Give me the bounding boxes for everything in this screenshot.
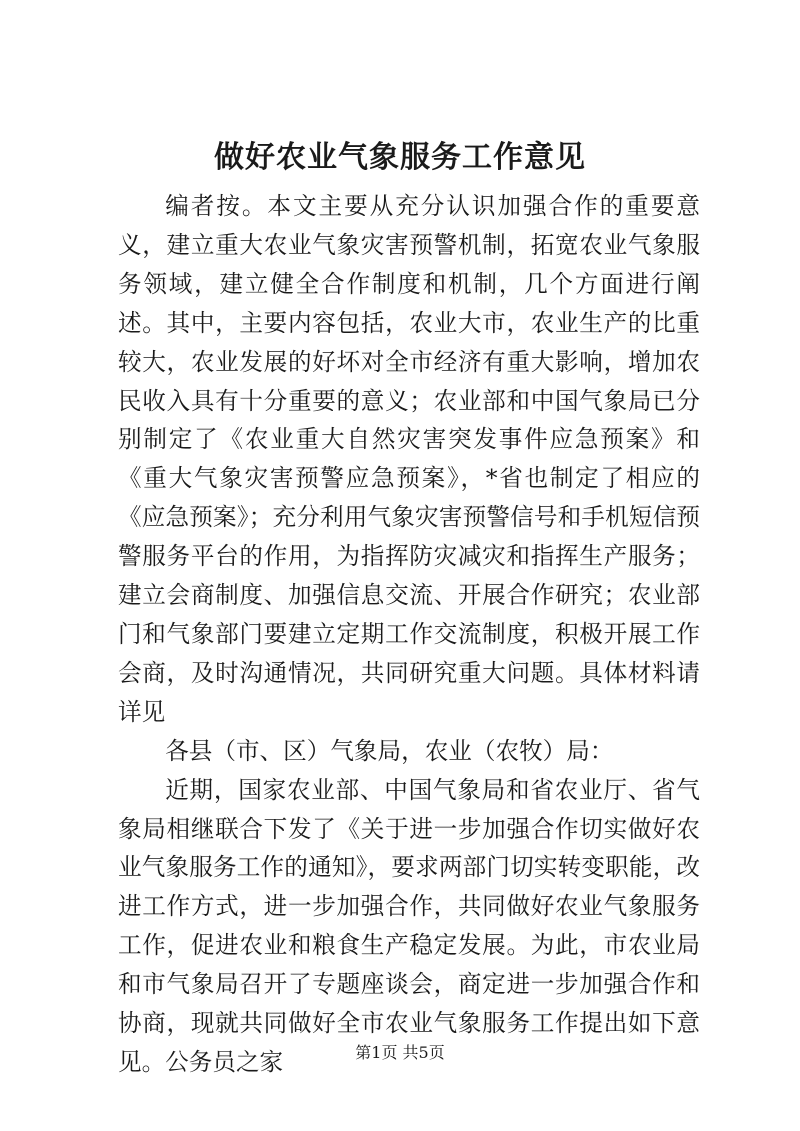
document-body <box>118 187 700 1082</box>
document-title: 做好农业气象服务工作意见 <box>214 140 586 175</box>
page-number-footer: 第1页 共5页 <box>355 1043 445 1062</box>
paragraph-editor-note: 编者按。本文主要从充分认识加强合作的重要意义，建立重大农业气象灾害预警机制，拓宽农业气象服务领域，建立健全合作制度和机制，几个方面进行阐述。其中，主要内容包括，农业大市，农业生产的比重较大，农业发展的好坏对全市经济有重大影响，增加农民收入具有十分重要的意义；农业部和中国气象局已分别制定了《农业重大自然灾害突发事件应急预案》和《重大气象灾害预警应急预案》，*省也制定了相应的《应急预案》；充分利用气象灾害预警信号和手机短信预警服务平台的作用，为指挥防灾减灾和指挥生产服务；建立会商制度、加强信息交流、开展合作研究；农业部门和气象部门要建立定期工作交流制度，积极开展工作会商，及时沟通情况，共同研究重大问题。具体材料请详见 <box>118 192 700 726</box>
paragraph-main: 近期，国家农业部、中国气象局和省农业厅、省气象局相继联合下发了《关于进一步加强合作切实做好农业气象服务工作的通知》，要求两部门切实转变职能，改进工作方式，进一步加强合作，共同做好农业气象服务工作，促进农业和粮食生产稳定发展。为此，市农业局和市气象局召开了专题座谈会，商定进一步加强合作和协商，现就共同做好全市农业气象服务工作提出如下意见。公务员之家 <box>118 775 700 1076</box>
paragraph-salutation: 各县（市、区）气象局，农业（农牧）局： <box>165 736 614 765</box>
